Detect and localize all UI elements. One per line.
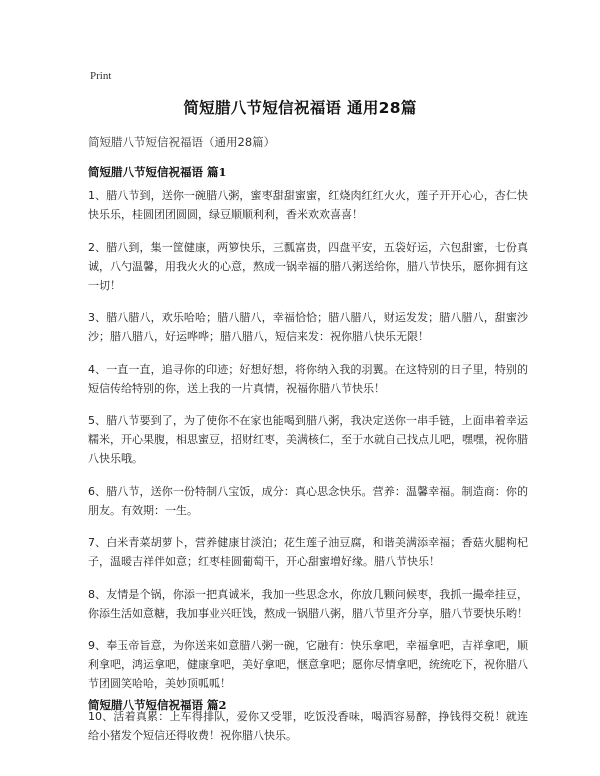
section-heading-2: 简短腊八节短信祝福语 篇2 — [88, 698, 227, 712]
print-label: Print — [90, 70, 112, 82]
list-item: 3、腊八腊八，欢乐哈哈；腊八腊八，幸福恰恰；腊八腊八，财运发发；腊八腊八，甜蜜沙沙；腊八腊八，好运哗哗；腊八腊八，短信来发：祝你腊八快乐无限！ — [88, 311, 528, 343]
list-item: 4、一直一直，追寻你的印迹；好想好想，将你纳入我的羽翼。在这特别的日子里，特别的短信传给特别的你，送上我的一片真情，祝福你腊八节快乐！ — [88, 362, 528, 395]
section-heading-1: 简短腊八节短信祝福语 篇1 — [88, 165, 227, 179]
list-item: 2、腊八到，集一筐健康，两箩快乐，三瓢富贵，四盘平安，五袋好运，六包甜蜜，七份真诚，八勺温馨，用我火火的心意，熬成一锅幸福的腊八粥送给你，腊八节快乐，愿你拥有这一切！ — [88, 240, 528, 292]
page-title: 简短腊八节短信祝福语 通用28篇 — [183, 99, 417, 117]
list-item: 10、活着真累：上车得排队，爱你又受罪，吃饭没香味，喝酒容易醉，挣钱得交税！就连给小猪发个短信还得收费！祝你腊八快乐。 — [88, 709, 528, 742]
list-item: 8、友情是个锅，你添一把真诚米，我加一些思念水，你放几颗问候枣，我抓一撮牵挂豆，你添生活如意糖，我加事业兴旺饯，熬成一锅腊八粥，腊八节里齐分享，腊八节要快乐哟！ — [88, 587, 528, 620]
blessing-list — [88, 186, 528, 758]
list-item: 7、白米青菜胡萝卜，营养健康甘淡泊；花生莲子油豆腐，和谐美满添幸福；香菇火腿枸杞子，温暖吉祥伴如意；红枣桂圆葡萄干，开心甜蜜增好缘。腊八节快乐！ — [88, 536, 528, 568]
list-item: 6、腊八节，送你一份特制八宝饭，成分：真心思念快乐。营养：温馨幸福。制造商：你的朋友。有效期：一生。 — [88, 484, 528, 517]
page-subtitle: 简短腊八节短信祝福语（通用28篇） — [88, 135, 276, 149]
list-item: 5、腊八节要到了，为了使你不在家也能喝到腊八粥，我决定送你一串手链，上面串着幸运糯米，开心果腹，相思蜜豆，招财红枣，美满核仁，至于水就自己找点儿吧，嘿嘿，祝你腊八快乐哦。 — [88, 414, 528, 465]
list-item: 9、奉玉帝旨意，为你送来如意腊八粥一碗，它融有：快乐拿吧，幸福拿吧，吉祥拿吧，顺利拿吧，鸿运拿吧，健康拿吧，美好拿吧，惬意拿吧；愿你尽情拿吧，统统吃下，祝你腊八节团圆笑哈哈，美妙顶呱呱！ — [88, 639, 528, 690]
list-item: 1、腊八节到，送你一碗腊八粥，蜜枣甜甜蜜蜜，红烧肉红红火火，莲子开开心心，杏仁快快乐乐，桂圆团团圆圆，绿豆顺顺利利，香米欢欢喜喜！ — [88, 189, 528, 221]
